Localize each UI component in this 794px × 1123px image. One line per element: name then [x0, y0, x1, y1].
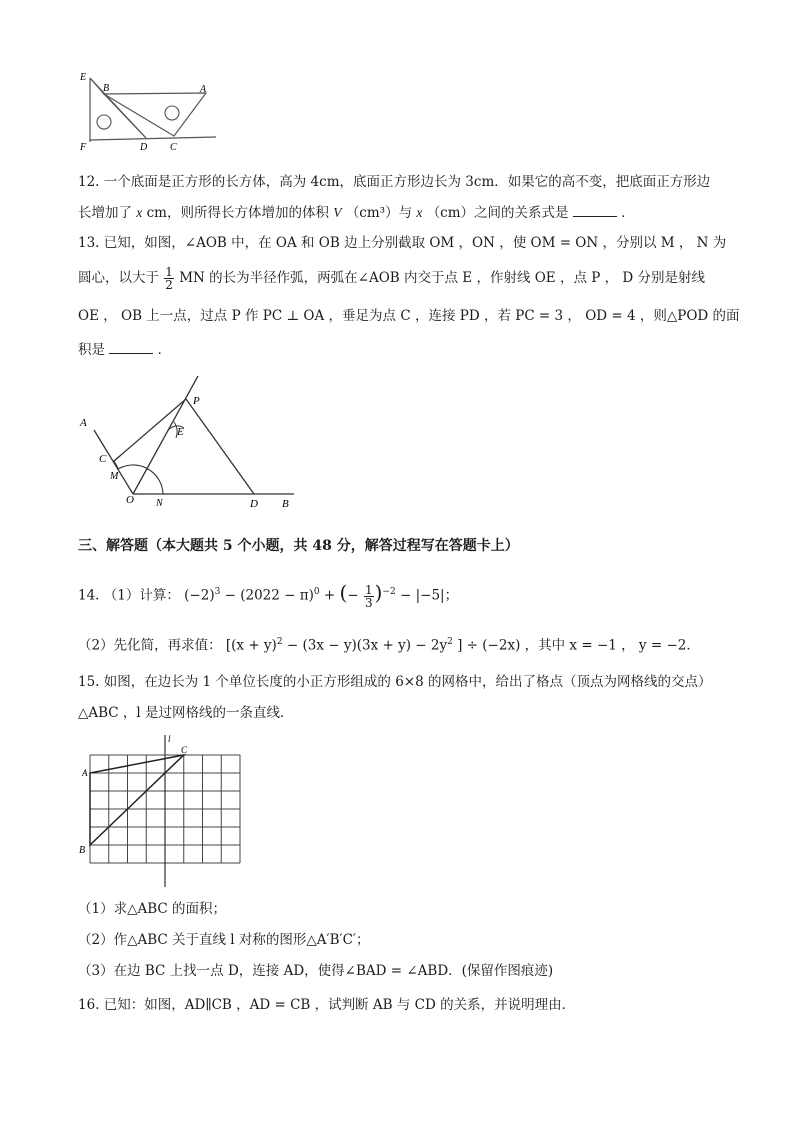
q14-p1-exp-b: 0 [313, 587, 320, 597]
q14-p2-c: ] ÷ (−2x) [457, 637, 521, 654]
figure-q15-grid [76, 733, 248, 889]
q14-p1-minus: − [347, 587, 359, 604]
label-d: D [140, 142, 148, 152]
q14-p2-b: − (3x − y)(3x + y) − 2y [286, 637, 448, 654]
q14-p1-b: − (2022 − π) [224, 587, 314, 604]
label-c: C [181, 745, 188, 755]
label-b: B [79, 845, 86, 856]
label-c: C [170, 142, 177, 152]
q14-p1-exp-a: 3 [214, 587, 221, 597]
segment-pc [114, 399, 186, 461]
circle-left [97, 115, 111, 129]
q13-text-a: 圆心，以大于 [78, 270, 159, 286]
figure-q13-angle [76, 372, 306, 512]
q14-p1-fraction [364, 584, 374, 609]
q14-p1-c: + [323, 587, 340, 604]
q12-text-d: （cm）之间的关系式是 [426, 205, 569, 221]
q13-answer-blank [109, 339, 153, 354]
q12-line2 [78, 202, 635, 223]
label-l: l [168, 734, 171, 744]
section-heading: 三、解答题（本大题共 5 个小题，共 48 分，解答过程写在答题卡上） [78, 538, 519, 554]
label-m: M [110, 471, 119, 482]
q14-p2-exp-a: 2 [276, 637, 283, 647]
q14-p2-exp-b: 2 [447, 637, 453, 647]
q12-text-e: ． [621, 205, 635, 221]
q13-line4 [78, 339, 171, 360]
label-e: E [177, 426, 184, 438]
q13-line2 [78, 266, 705, 291]
q15-sub2: （2）作△ABC 关于直线 l 对称的图形△A′B′C′； [78, 932, 370, 948]
line-fc [90, 137, 216, 140]
label-e: E [80, 72, 87, 83]
q15-line2: △ABC ，l 是过网格线的一条直线． [78, 705, 294, 721]
q12-var-x: x [136, 205, 143, 220]
label-c: C [99, 453, 107, 465]
q12-text-c: （cm³）与 [345, 205, 413, 221]
q12-var-x2: x [416, 205, 423, 220]
q13-frac-num: 1 [165, 265, 173, 279]
q14-part2 [78, 632, 700, 656]
q13-text-b: MN 的长为半径作弧，两弧在∠AOB 内交于点 E ，作射线 OE ，点 P ， D 分别是射线 [179, 270, 706, 286]
q14-p1-label: 14. （1）计算： [78, 587, 180, 604]
triangle-set-square [104, 93, 206, 136]
label-a: A [80, 417, 87, 429]
q12-text-b: cm，则所得长方体增加的体积 [146, 205, 329, 221]
circle-right [165, 106, 179, 120]
q12-line1: 12. 一个底面是正方形的长方体，高为 4cm，底面正方形边长为 3cm．如果它的高不变，把底面正方形边 [78, 174, 711, 190]
q14-p2-label: （2）先化简，再求值： [78, 637, 222, 654]
q14-part1 [78, 582, 458, 609]
label-a: A [200, 84, 207, 95]
ray-oe [133, 376, 198, 494]
label-b: B [103, 83, 110, 94]
q14-p2-tail: ，其中 x = −1 ， y = −2． [524, 637, 700, 654]
label-f: F [80, 142, 87, 152]
q14-p1-frac-num: 1 [364, 582, 373, 597]
label-a: A [82, 768, 88, 778]
q14-p2-a: [(x + y) [225, 637, 277, 654]
q15-line1: 15. 如图，在边长为 1 个单位长度的小正方形组成的 6×8 的网格中，给出了格点（顶点为网格线的交点） [78, 674, 712, 690]
label-p: P [193, 395, 200, 407]
q13-text-end: 积是 [78, 342, 105, 358]
q13-fraction [164, 266, 174, 291]
q15-sub3: （3）在边 BC 上找一点 D，连接 AD，使得∠BAD = ∠ABD．(保留作图痕迹) [78, 963, 554, 979]
label-o: O [126, 494, 134, 506]
q15-sub1: （1）求△ABC 的面积； [78, 901, 227, 917]
q12-text-a: 长增加了 [78, 205, 132, 221]
q13-line1: 13. 已知，如图，∠AOB 中，在 OA 和 OB 边上分别截取 OM ，ON ，使 OM = ON ，分别以 M ， N 为 [78, 235, 727, 251]
q12-var-v: V [333, 205, 342, 220]
q14-p1-paren-close: ) [374, 580, 383, 605]
q14-p1-a: (−2) [184, 587, 215, 604]
q13-text-period: ． [157, 342, 172, 358]
label-b: B [282, 498, 289, 510]
q16-line1: 16. 已知：如图，AD∥CB ，AD = CB ，试判断 AB 与 CD 的关系，并说明理由． [78, 997, 576, 1013]
right-angle-mark-b [114, 456, 120, 461]
q14-p1-paren-open: ( [339, 580, 348, 605]
label-n: N [156, 498, 163, 509]
q13-frac-den: 2 [165, 278, 173, 292]
label-d: D [250, 498, 258, 510]
q13-line3: OE ， OB 上一点，过点 P 作 PC ⊥ OA ，垂足为点 C ，连接 PD ，若 PC = 3 ， OD = 4 ，则△POD 的面 [78, 308, 740, 324]
triangle-abc [90, 755, 184, 845]
q14-p1-frac-den: 3 [364, 595, 373, 610]
q14-p1-exp-c: −2 [382, 587, 396, 597]
figure-q11-triangles [76, 70, 226, 152]
segment-pd [186, 399, 254, 494]
q14-p1-d: − |−5|； [399, 587, 459, 604]
q12-answer-blank [573, 202, 617, 217]
